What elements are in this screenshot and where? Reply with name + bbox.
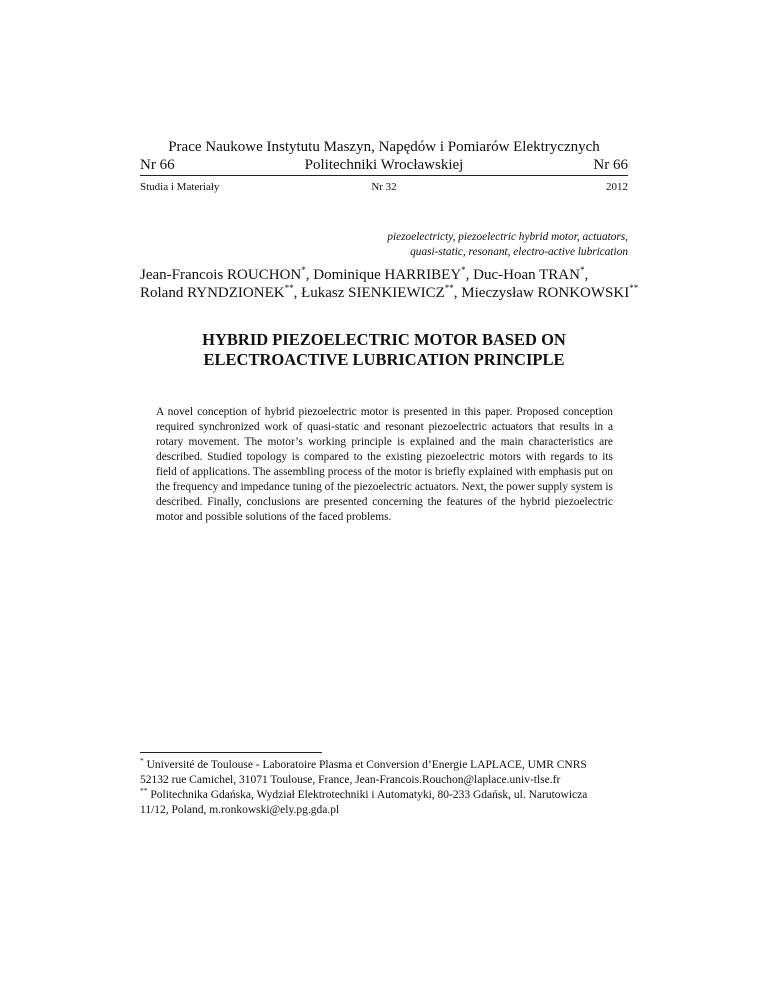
author-separator: , — [584, 267, 589, 283]
footnote-mark: ** — [140, 786, 148, 796]
author-line2 — [140, 284, 640, 302]
affiliation-mark: ** — [629, 283, 639, 293]
author-name: Mieczysław RONKOWSKI — [461, 285, 630, 301]
series-row — [140, 180, 628, 194]
affiliation-mark: * — [461, 265, 466, 275]
publication-year: 2012 — [606, 181, 628, 193]
keywords-line2: quasi-static, resonant, electro-active lubrication — [410, 246, 628, 258]
paper-title-line1: HYBRID PIEZOELECTRIC MOTOR BASED ON — [202, 330, 566, 349]
footnote-text: Politechnika Gdańska, Wydział Elektrotechniki i Automatyki, 80-233 Gdańsk, ul. Narutowicza — [147, 789, 588, 801]
keywords — [300, 230, 628, 260]
footnote-text: Université de Toulouse - Laboratoire Plasma et Conversion d’Energie LAPLACE, UMR CNRS — [143, 759, 587, 771]
footnote-1-line1 — [140, 758, 620, 773]
journal-title-line1: Prace Naukowe Instytutu Maszyn, Napędów i Pomiarów Elektrycznych — [168, 139, 600, 155]
author-name: Dominique HARRIBEY — [313, 267, 462, 283]
paper-title-line2: ELECTROACTIVE LUBRICATION PRINCIPLE — [203, 350, 565, 369]
journal-header-row — [140, 156, 628, 176]
affiliation-mark: ** — [444, 283, 454, 293]
issue-number-left: Nr 66 — [140, 157, 175, 173]
abstract: A novel conception of hybrid piezoelectric motor is presented in this paper. Proposed conception required synchronized work of quasi-static and resonant piezoelectric actuators that results in a rotary movement. The motor’s working principle is explained and the main characteristics are described. Studied topology is compared to the existing piezoelectric motors with regards to its field of applications. The assembling process of the motor is briefly explained with emphasis put on the frequency and impedance tuning of the piezoelectric actuators. Next, the power supply system is described. Finally, conclusions are presented concerning the features of the hybrid piezoelectric motor and possible solutions of the faced problems. — [156, 406, 613, 523]
author-separator: , — [465, 267, 474, 283]
series-number: Nr 32 — [371, 181, 397, 193]
header-rule — [140, 175, 628, 176]
author-name: Roland RYNDZIONEK — [140, 285, 285, 301]
author-separator: , — [293, 285, 302, 301]
series-name: Studia i Materiały — [140, 181, 220, 193]
paper-title — [140, 330, 628, 370]
author-separator: , — [453, 285, 462, 301]
footnote-2-line2: 11/12, Poland, m.ronkowski@ely.pg.gda.pl — [140, 804, 340, 816]
footnote-2-line1 — [140, 788, 620, 803]
footnote-rule — [140, 752, 322, 753]
author-separator: , — [305, 267, 314, 283]
issue-number-right: Nr 66 — [593, 157, 628, 173]
affiliation-mark: ** — [284, 283, 294, 293]
affiliation-mark: * — [301, 265, 306, 275]
footnote-1-line2: 52132 rue Camichel, 31071 Toulouse, France, Jean-Francois.Rouchon@laplace.univ-tlse.fr — [140, 774, 561, 786]
author-name: Łukasz SIENKIEWICZ — [301, 285, 445, 301]
keywords-line1: piezoelectricty, piezoelectric hybrid motor, actuators, — [387, 231, 628, 243]
footnotes — [140, 758, 620, 818]
author-list — [140, 266, 640, 302]
footnote-mark: * — [140, 756, 144, 766]
author-name: Jean-Francois ROUCHON — [140, 267, 302, 283]
journal-title-line2: Politechniki Wrocławskiej — [304, 157, 464, 173]
affiliation-mark: * — [579, 265, 585, 275]
author-name: Duc-Hoan TRAN — [473, 267, 580, 283]
author-line1 — [140, 266, 640, 284]
